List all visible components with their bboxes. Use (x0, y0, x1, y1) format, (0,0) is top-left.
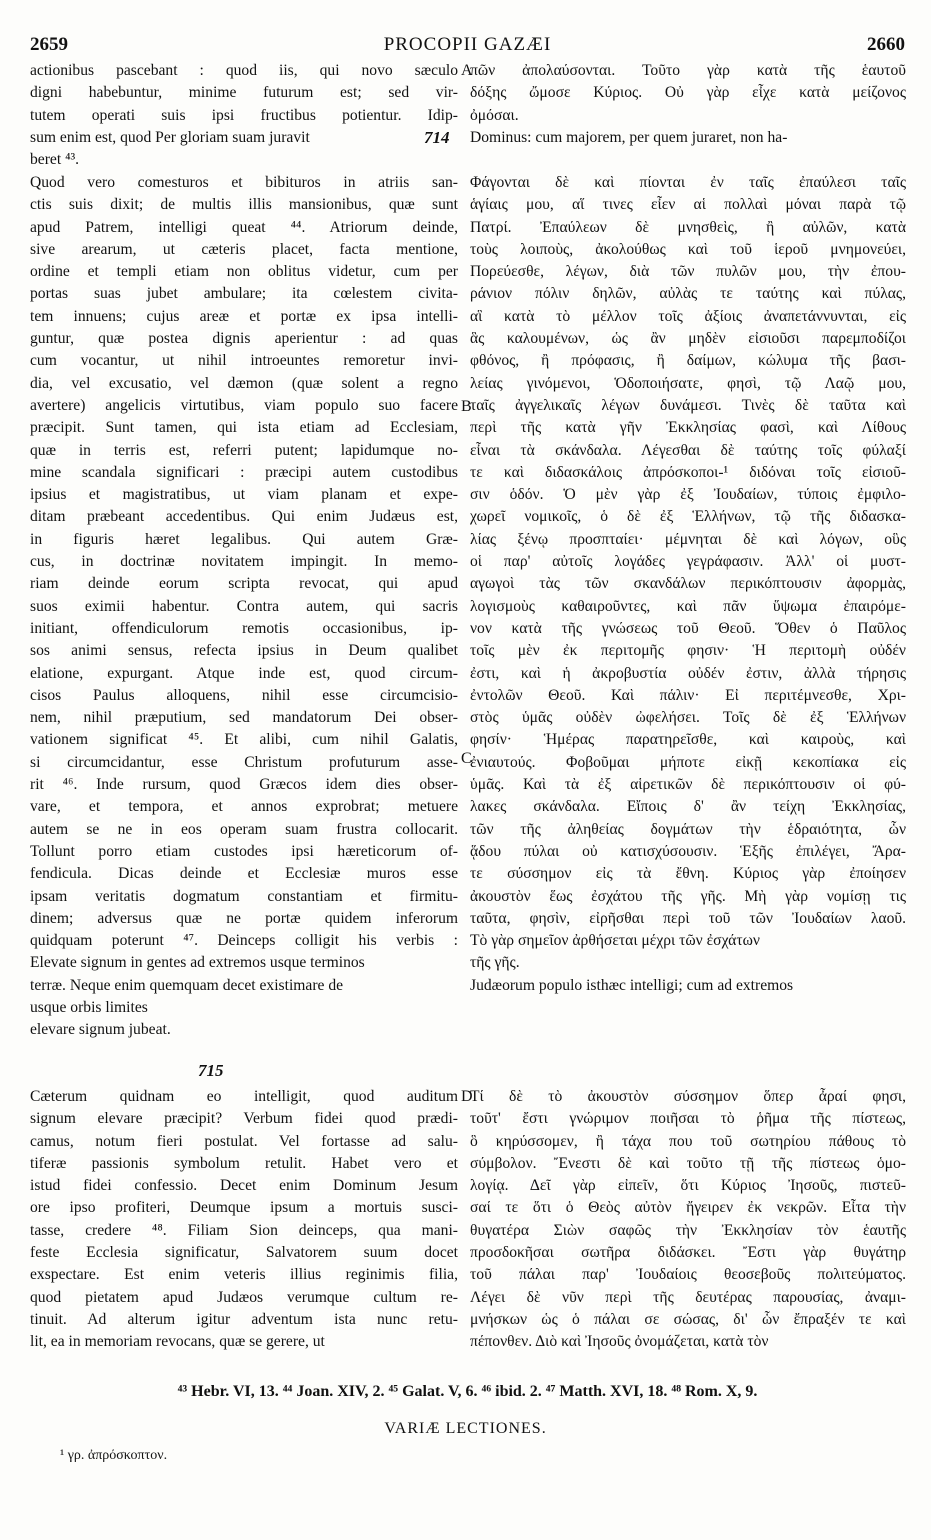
text-line: guntur, quæ postea dignis aperientur : ad quas (30, 330, 458, 348)
text-line: ὀμόσαι. (470, 106, 519, 124)
text-line: præcipit. Sunt tamen, qui ista etiam ad Ecclesiam, (30, 419, 458, 437)
text-line: actionibus pascebant : quod iis, qui novo sæculo (30, 62, 458, 79)
text-line: χωρεῖ νομικοῖς, ὁ δὲ ἐξ Ἑλλήνων, τῷ τῆς διδασκα- (470, 508, 906, 526)
text-line: Λέγει δὲ νῦν περὶ τῆς δευτέρας παρουσίας, ἀναμι- (470, 1288, 906, 1306)
text-line: beret ⁴³. (30, 151, 80, 169)
text-line: περὶ τῆς κατὰ γῆν Ἐκκλησίας φασὶ, καὶ Λίθους (470, 419, 906, 437)
text-line: ταῦτα, φησὶν, εἰρῆσθαι περὶ τοῦ τῶν Ἰουδαίων λαοῦ. (470, 909, 906, 927)
text-line: λίας ξένῳ προσπταίει· μέμνηται δὲ καὶ λόγων, οὓς (470, 530, 906, 548)
text-line: suos eximii habentur. Contra autem, qui sacris (30, 597, 458, 615)
text-line: στὸς ὑμᾶς οὐδὲν ὠφελήσει. Τοῖς δὲ ἐξ Ἑλλήνων (470, 709, 906, 727)
text-line: sos animi sensus, refecta ipsius in Deum qualibet (30, 642, 458, 660)
text-line: nem, nihil præputium, sed mandatorum Dei obser- (30, 709, 458, 727)
text-line: istud fidei confessio. Decet enim Dominum Jesum (30, 1177, 458, 1195)
text-line: lit, ea in memoriam revocans, quæ se gerere, ut (30, 1333, 325, 1351)
text-line: σύμβολον. Ἔνεστι δὲ καὶ τοῦτο τῇ τῆς πίστεως ὁμο- (470, 1154, 906, 1172)
text-line: dia, vel excusatio, vel dæmon (quæ solent a regno (30, 374, 458, 392)
margin-letter-d: D (461, 1088, 473, 1105)
left-column-block2 (30, 172, 458, 1042)
running-title: PROCOPII GAZÆI (383, 34, 552, 55)
text-line: riam deinde eorum scripta revocat, qui apud (30, 575, 458, 593)
left-column-block1 (30, 60, 458, 171)
text-line: μνήσκων ὡς ὁ πάλαι σε σώσας, δι' ὧν ἔπραξέν τε καὶ (470, 1310, 906, 1328)
text-line: Τὸ γὰρ σημεῖον ἀρθήσεται μέχρι τῶν ἐσχάτων (470, 932, 760, 950)
column-number-714: 714 (424, 128, 450, 147)
text-line: quod pietatem apud Judæos verumque cultum re- (30, 1288, 458, 1306)
text-line: πέπονθεν. Διὸ καὶ Ἰησοῦς ὀνομάζεται, κατὰ τὸν (470, 1333, 769, 1351)
text-line: ore ipso profiteri, Deumque ipsum a mortuis susci- (30, 1199, 458, 1217)
text-line: ordine et templi etiam non oblitus videtur, cum per (30, 263, 458, 281)
text-line: digni habebuntur, minime futurum est; sed vir- (30, 84, 458, 102)
text-line: apud Patrem, intelligi queat ⁴⁴. Atriorum deinde, (30, 218, 458, 236)
text-line: Tollunt porro etiam custodes ipsi hæreticorum of- (30, 842, 458, 860)
text-line: ipsam veritatis dogmatum constantiam et firmitu- (30, 887, 458, 905)
text-line: sum enim est, quod Per gloriam suam juravit (30, 128, 310, 146)
margin-letter-c: C (461, 750, 472, 767)
text-line: Φάγονται δὲ καὶ πίονται ἐν ταῖς ἐπαύλεσι ταῖς (470, 174, 906, 191)
text-line: Πορεύεσθε, λέγων, διὰ τῶν πυλῶν μου, τὴν ἐπου- (470, 263, 906, 281)
right-column-block2 (470, 172, 906, 997)
text-line: tem innuens; cujus areæ et portæ ex ipsa intelli- (30, 307, 458, 325)
text-line: si circumcidantur, esse Christum profuturum asse- (30, 753, 458, 771)
text-line: ἐστι, καὶ ἡ ἀκροβυστία οὐδέν ἐστιν, ἀλλὰ τήρησις (470, 664, 906, 682)
text-line: ἐντολῶν Θεοῦ. Καὶ πάλιν· Εἰ περιτέμνεσθε, Χρι- (470, 686, 906, 704)
text-line: elatione, expurgant. Atque inde est, quod circum- (30, 664, 458, 682)
text-line: exspectare. Est enim veteris illius reginimis filia, (30, 1266, 458, 1284)
text-line: θυγατέρα Σιὼν σαφῶς τὴν Ἐκκλησίαν τὸν ἑαυτῆς (470, 1221, 906, 1239)
page-header (30, 34, 905, 58)
text-line: ράνιον πόλιν δηλῶν, αὐλὰς τε ταύτης καὶ πύλας, (470, 285, 906, 303)
text-line: φθόνος, ἢ πρόφασις, ἢ δαίμων, κώλυμα τῆς βασι- (470, 352, 906, 370)
text-line: vationem significat ⁴⁵. Et alibi, cum nihil Galatis, (30, 731, 458, 749)
variae-lectiones-note: ¹ γρ. ἀπρόσκοπτον. (60, 1448, 168, 1463)
text-line: feste Ecclesia significatur, Salvatorem suum docet (30, 1244, 458, 1262)
text-line: σαί τε ὅτι ὁ Θεὸς αὐτὸν ἤγειρεν ἐκ νεκρῶν. Εἶτα τὴν (470, 1199, 906, 1217)
text-line: in figuris hæret legalibus. Qui autem Græ- (30, 530, 458, 548)
text-line: terræ. Neque enim quemquam decet existimare de (30, 976, 344, 994)
text-line: Quod vero comesturos et bibituros in atriis san- (30, 174, 458, 191)
text-line: τε καὶ διδασκάλοις ἀπρόσκοποι-¹ διδόναι τοῖς εἰσιοῦ- (470, 463, 906, 481)
text-line: Judæorum populo isthæc intelligi; cum ad extremos (470, 976, 794, 994)
text-line: τῆς γῆς. (470, 954, 520, 972)
text-line: νον κατὰ τῆς γνώσεως τοῦ Θεοῦ. Ὅθεν ὁ Παῦλος (470, 619, 906, 637)
text-line: αγωγοὶ τὰς τῶν σκανδάλων περικόπτουσιν ἀφορμὰς, (470, 575, 906, 593)
text-line: Cæterum quidnam eo intelligit, quod auditum (30, 1088, 458, 1105)
text-line: dinem; adversus quæ ne portæ quidem inferorum (30, 909, 458, 927)
text-line: ἐνιαυτούς. Φοβοῦμαι μήποτε εἰκῇ κεκοπίακα εἰς (470, 753, 906, 771)
text-line: cisos Paulus alloquens, nihil esse circumcisio- (30, 686, 458, 704)
text-line: sive arearum, ut cæteris placet, facta mentione, (30, 240, 458, 258)
text-line: πῶν ἀπολαύσονται. Τοῦτο γὰρ κατὰ τῆς ἑαυτοῦ (470, 62, 906, 79)
variae-lectiones-title: VARIÆ LECTIONES. (384, 1420, 547, 1437)
text-line: ταῖς ἀγγελικαῖς λέγων δυνάμεσι. Τινὲς δὲ ταῦτα καὶ (470, 396, 906, 414)
text-line: τῶν τῆς ἀληθείας δογμάτων τὴν ἑδραιότητα, ὧν (470, 820, 906, 838)
text-line: tutem operati suis ipsi fructibus potientur. Idip- (30, 106, 458, 124)
text-line: cum vocantur, ut nihil introeuntes remoretur invi- (30, 352, 458, 370)
text-line: ἀκουστὸν ἕως ἐσχάτου τῆς γῆς. Μὴ γὰρ νομίσῃ τις (470, 887, 906, 905)
margin-letter-a: A (461, 62, 473, 79)
left-column-block3 (30, 1086, 458, 1354)
text-line: usque orbis limites (30, 998, 148, 1016)
text-line: autem se ne in eos operam suam frustra collocarit. (30, 820, 458, 838)
text-line: mine scandala significari : præcipi autem custodibus (30, 463, 458, 481)
text-line: τοῦ πάλαι παρ' Ἰουδαίοις θεοσεβοῦς πολιτεύματος. (470, 1266, 906, 1284)
text-line: σιν ὁδόν. Ὁ μὲν γὰρ ἐξ Ἰουδαίων, τύποις ἐμφιλο- (470, 486, 906, 504)
text-line: λογισμοὺς καθαιροῦντες, καὶ πᾶν ὕψωμα ἐπαιρόμε- (470, 597, 906, 615)
text-line: quidquam poterunt ⁴⁷. Deinceps colligit his verbis : (30, 932, 458, 950)
text-line: signum elevare præcipit? Verbum fidei quod prædi- (30, 1110, 458, 1128)
text-line: φησίν· Ἡμέρας παρατηρεῖσθε, καὶ καιροὺς, καὶ (470, 731, 906, 749)
text-line: ἃς καλουμένων, ὡς ἂν μηδὲν εἰσιοῦσι παρεμποδίζοι (470, 330, 906, 348)
text-line: ipsius et magistratibus, ut viam planam et expe- (30, 486, 458, 504)
right-column-block3 (470, 1086, 906, 1354)
right-column-block1 (470, 60, 906, 149)
text-line: quæ in terris est, referri putent; lapidumque no- (30, 441, 458, 459)
text-line: Dominus: cum majorem, per quem juraret, non ha- (470, 128, 788, 146)
text-line: initiant, offendiculorum remotis occasionibus, ip- (30, 619, 458, 637)
text-line: ᾅδου πύλαι οὐ κατισχύσουσιν. Ἑξῆς ἐπιλέγει, Ἄρα- (470, 842, 906, 860)
text-line: τοῦτ' ἔστι γνώριμον ποιῆσαι τὸ ῥῆμα τῆς πίστεως, (470, 1110, 906, 1128)
text-line: ditam præbeant accedentibus. Qui enim Judæus est, (30, 508, 458, 526)
text-line: ὑμᾶς. Καὶ τὰ ἐξ αἱρετικῶν δὲ περικόπτουσιν οἱ φύ- (470, 776, 906, 794)
text-line: cus, in doctrinæ novitatem impingit. In memo- (30, 553, 458, 571)
text-line: εἶναι τὰ σκάνδαλα. Λέγεσθαι δὲ ταύτης τοῖς φύλαξί (470, 441, 906, 459)
text-line: vare, et tempora, et annos exprobrat; metuere (30, 798, 458, 816)
text-line: tasse, credere ⁴⁸. Filiam Sion deinceps, qua mani- (30, 1221, 458, 1239)
margin-letter-b: B (461, 398, 472, 415)
text-line: tinuit. Ad alterum igitur adventum ista nunc retu- (30, 1310, 458, 1328)
text-line: οἱ παρ' αὐτοῖς λογάδες γεγράφασιν. Ἀλλ' οἱ μυστ- (470, 553, 906, 571)
footnotes: ⁴³ Hebr. VI, 13. ⁴⁴ Joan. XIV, 2. ⁴⁵ Galat. V, 6. ⁴⁶ ibid. 2. ⁴⁷ Matth. XVI, 18. ⁴⁸ Rom. X, 9. (177, 1383, 758, 1400)
text-line: Elevate signum in gentes ad extremos usque terminos (30, 954, 365, 972)
text-line: portas suas jubet ambulare; ita cœlestem civita- (30, 285, 458, 303)
text-line: δόξης ὤμοσε Κύριος. Οὐ γὰρ εἶχε κατὰ μείζονος (470, 84, 906, 102)
text-line: elevare signum jubeat. (30, 1021, 171, 1039)
page-number-left: 2659 (30, 34, 68, 55)
text-line: Τί δὲ τὸ ἀκουστὸν σύσσημον ὅπερ ἆραί φησι, (470, 1088, 906, 1105)
text-line: λακες σκάνδαλα. Εἴποις δ' ἂν τείχη Ἐκκλησίας, (470, 798, 906, 816)
text-line: τοὺς λοιποὺς, ἀκολούθως καὶ τοῦ ἱεροῦ μνημονεύει, (470, 240, 906, 258)
text-line: rit ⁴⁶. Inde rursum, quod Græcos idem dies obser- (30, 776, 458, 794)
page-number-right: 2660 (867, 34, 905, 55)
text-line: fendicula. Dicas deinde et Ecclesiæ muros esse (30, 865, 458, 883)
text-line: Πατρί. Ἐπαύλεων δὲ μνησθεὶς, ἢ αὐλῶν, κατὰ (470, 218, 906, 236)
text-line: avertere) angelicis virtutibus, viam populo suo facere (30, 396, 458, 414)
text-line: προσδοκῆσαι σωτῆρα διδάσκει. Ἔστι γὰρ θυγάτηρ (470, 1244, 906, 1262)
column-number-715: 715 (198, 1061, 224, 1080)
text-line: tiferæ passionis symbolum retulit. Habet vero et (30, 1154, 458, 1172)
text-line: ἁγίαις μου, αἵ τινες εἶεν αἱ πολλαὶ μόναι παρὰ τῷ (470, 196, 906, 214)
text-line: λείας γινόμενοι, Ὁδοποιήσατε, φησὶ, τῷ Λαῷ μου, (470, 374, 906, 392)
text-line: τοῖς μὲν ἐκ περιτομῆς φησιν· Ἡ περιτομὴ οὐδέν (470, 642, 906, 660)
text-line: ὃ κηρύσσομεν, ἢ τάχα που τοῦ σωτηρίου πάθους τὸ (470, 1132, 906, 1150)
text-line: camus, notum fieri postulat. Vel fortasse ad salu- (30, 1132, 458, 1150)
text-line: λογίᾳ. Δεῖ γὰρ εἰπεῖν, ὅτι Κύριος Ἰησοῦς, πιστεῦ- (470, 1177, 906, 1195)
text-line: τε σύσσημον εἰς τὰ ἔθνη. Κύριος γὰρ ἐποίησεν (470, 865, 906, 883)
text-line: ctis suis dixit; de multis illis mansionibus, quæ sunt (30, 196, 458, 214)
text-line: αἳ κατὰ τὸ μέλλον τοῖς ἀξίοις ἀναπετάννυνται, εἰς (470, 307, 906, 325)
